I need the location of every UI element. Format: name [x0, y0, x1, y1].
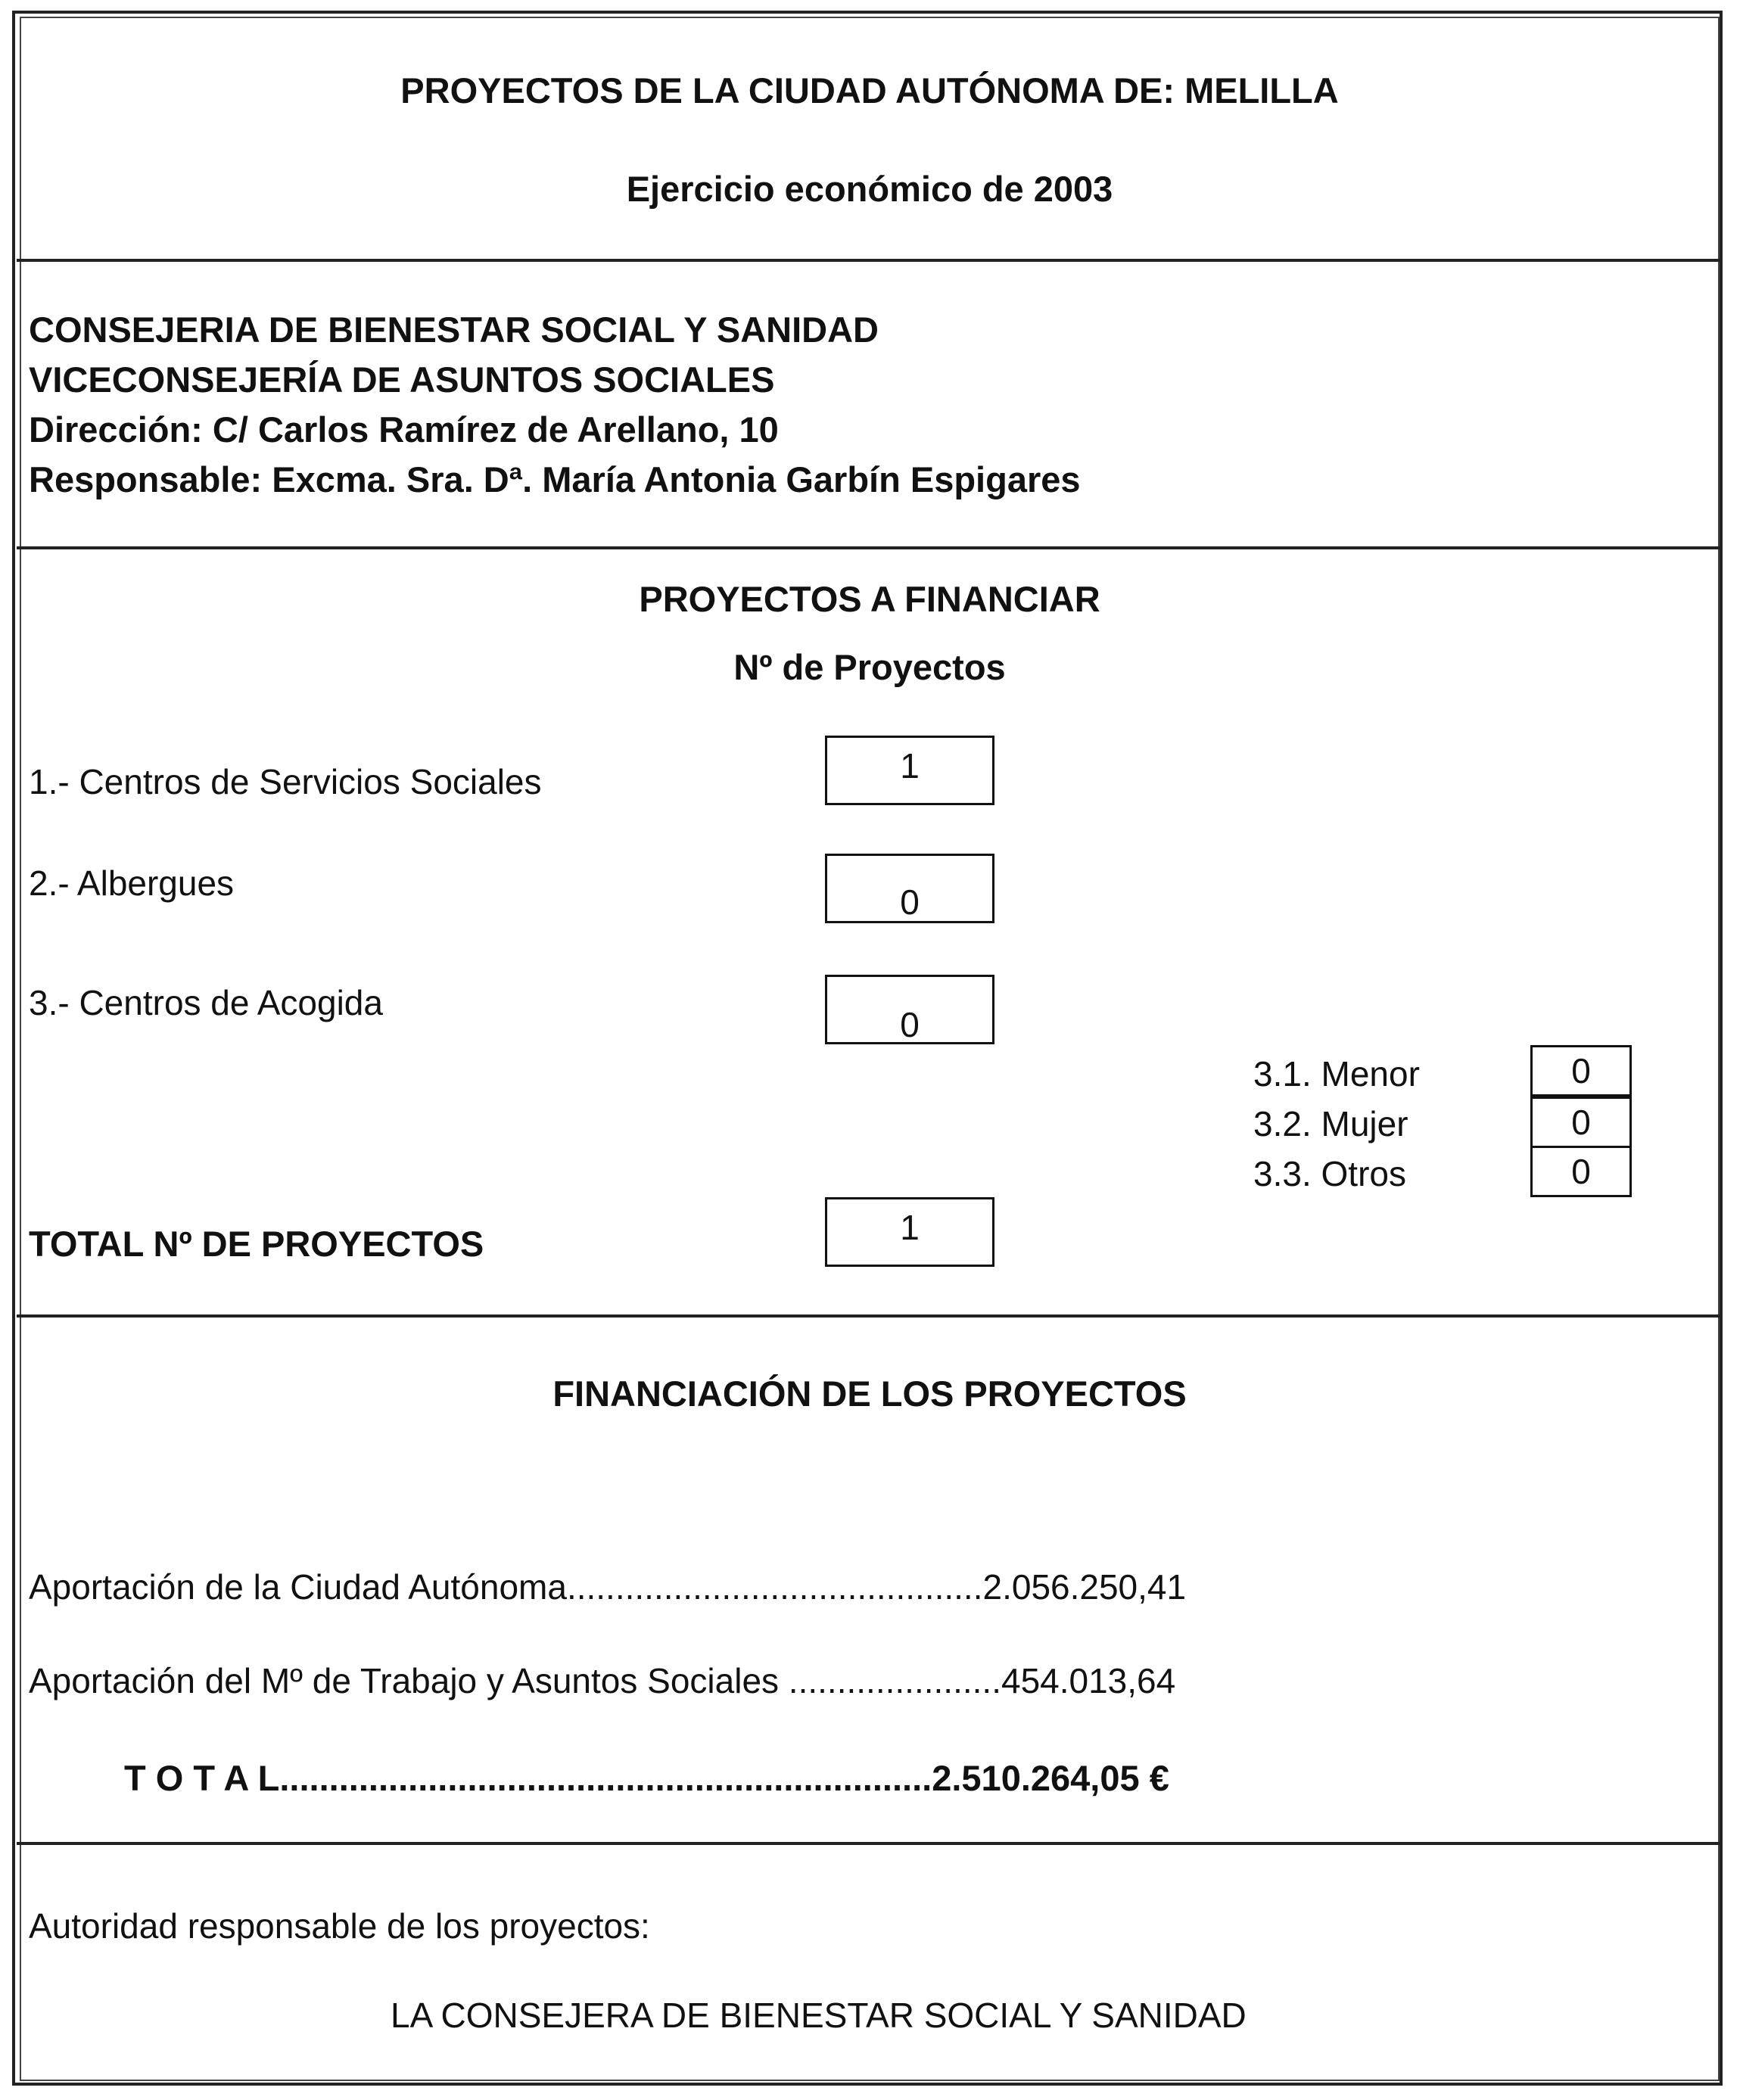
- project-count-value: 0: [900, 882, 920, 922]
- project-count-value: 0: [900, 1005, 920, 1044]
- projects-heading: PROYECTOS A FINANCIAR: [639, 579, 1100, 619]
- financing-row-label: Aportación del Mº de Trabajo y Asuntos Sociales: [29, 1661, 780, 1700]
- financing-total-row: [124, 1760, 1169, 1796]
- authority-name: LA CONSEJERA DE BIENESTAR SOCIAL Y SANIDAD: [391, 1996, 1247, 2035]
- project-item-label: 3.- Centros de Acogida: [29, 983, 383, 1022]
- divider-projects: [17, 1314, 1723, 1318]
- total-projects-box: [825, 1197, 994, 1267]
- financing-heading: FINANCIACIÓN DE LOS PROYECTOS: [552, 1374, 1187, 1414]
- vice-department-name: VICECONSEJERÍA DE ASUNTOS SOCIALES: [29, 359, 775, 400]
- subitem-value: 0: [1530, 1097, 1632, 1148]
- project-item-label: 2.- Albergues: [29, 863, 235, 903]
- project-item-label: 1.- Centros de Servicios Sociales: [29, 762, 542, 801]
- financing-row-ministry: [29, 1663, 1175, 1698]
- authority-label: Autoridad responsable de los proyectos:: [29, 1906, 650, 1946]
- department-name: CONSEJERIA DE BIENESTAR SOCIAL Y SANIDAD: [29, 310, 879, 350]
- subitem-label: 3.1. Menor: [1253, 1054, 1420, 1094]
- department-address: Dirección: C/ Carlos Ramírez de Arellano, 10: [29, 409, 779, 450]
- department-responsible: Responsable: Excma. Sra. Dª. María Antonia Garbín Espigares: [29, 459, 1081, 499]
- project-count-box: [825, 854, 994, 923]
- subitem-value: 0: [1530, 1045, 1632, 1097]
- financing-row-dots: ......................: [779, 1661, 1001, 1700]
- fiscal-year: Ejercicio económico de 2003: [626, 169, 1113, 209]
- financing-row-amount: 2.056.250,41: [982, 1567, 1187, 1607]
- financing-row-amount: 454.013,64: [1001, 1661, 1176, 1700]
- financing-total-dots: ..................................................................: [279, 1758, 932, 1798]
- financing-row-city: [29, 1567, 1187, 1607]
- document-title: PROYECTOS DE LA CIUDAD AUTÓNOMA DE: MELILLA: [400, 70, 1339, 110]
- projects-count-heading: Nº de Proyectos: [733, 647, 1006, 687]
- project-count-box: [825, 975, 994, 1044]
- divider-header: [17, 259, 1723, 262]
- subitem-label: 3.3. Otros: [1253, 1154, 1406, 1193]
- subitem-label: 3.2. Mujer: [1253, 1104, 1408, 1143]
- total-projects-label: TOTAL Nº DE PROYECTOS: [29, 1224, 484, 1264]
- financing-row-label: Aportación de la Ciudad Autónoma: [29, 1567, 567, 1607]
- total-projects-value: 1: [900, 1208, 920, 1247]
- subitem-value: 0: [1530, 1146, 1632, 1197]
- financing-total-label: T O T A L: [124, 1758, 280, 1798]
- project-count-box: [825, 736, 994, 805]
- project-count-value: 1: [900, 746, 920, 786]
- divider-department: [17, 546, 1723, 549]
- financing-row-dots: ...........................................: [566, 1567, 983, 1607]
- financing-total-amount: 2.510.264,05 €: [932, 1758, 1169, 1798]
- divider-financing: [17, 1842, 1723, 1845]
